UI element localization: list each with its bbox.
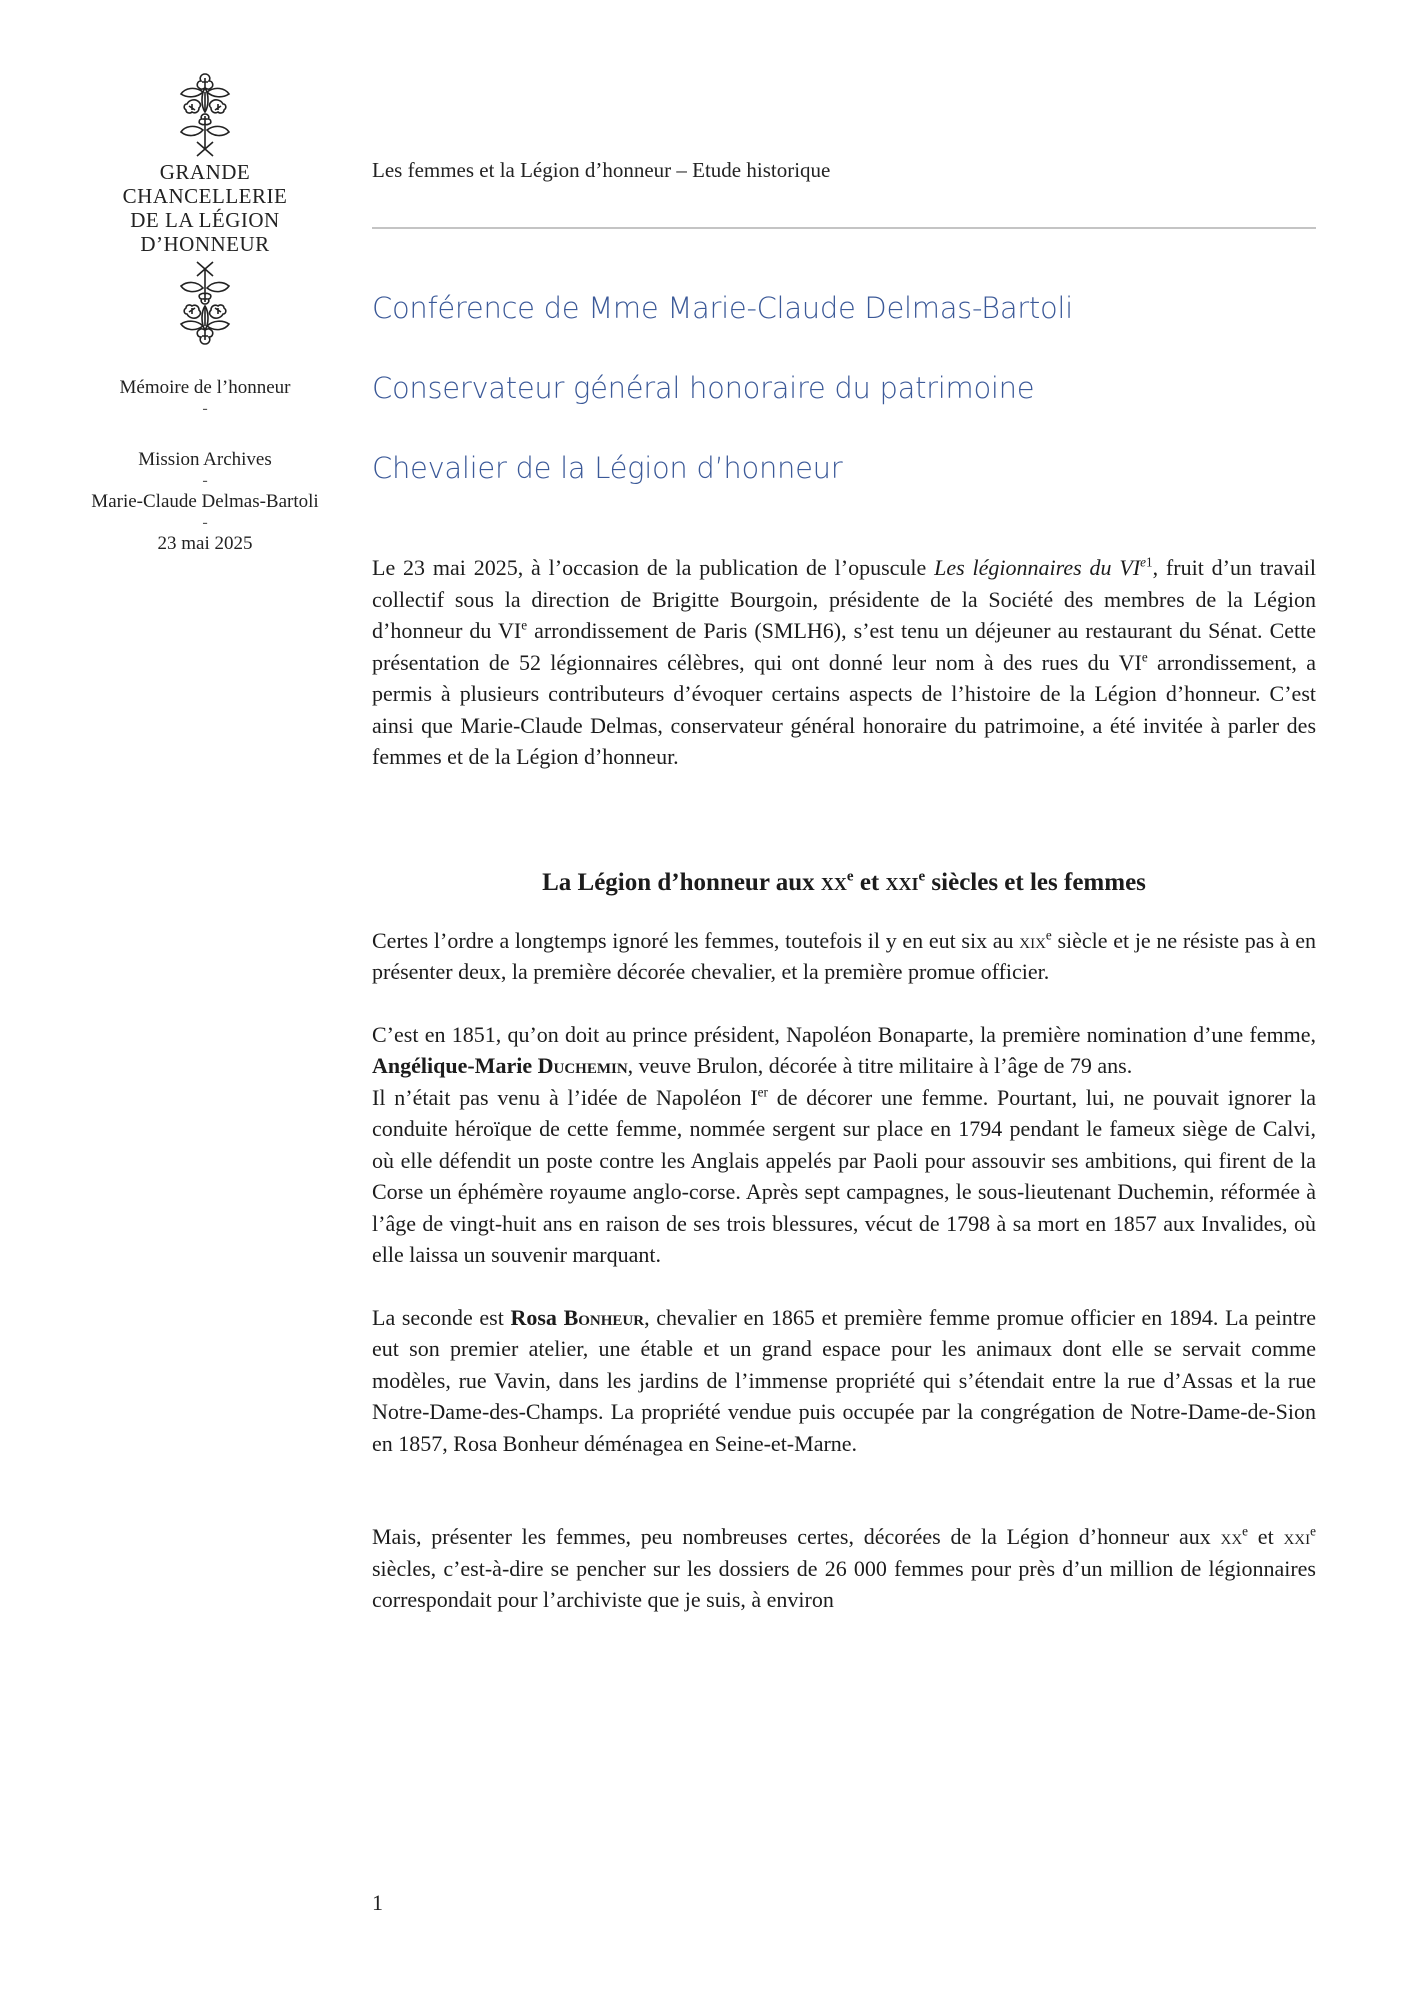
header-divider [372,227,1316,229]
running-header: Les femmes et la Légion d’honneur – Etude historique [372,158,831,182]
page-number: 1 [372,1890,383,1915]
person-name: Rosa Bonheur [510,1304,645,1330]
section-heading: La Légion d’honneur aux $xx^e$ et xxi$^e$ siècles et les femmes [542,868,1146,896]
department-label: Mémoire de l’honneur [119,377,291,398]
document-body [372,552,1316,1616]
author-name: Marie-Claude Delmas-Bartoli [91,491,319,512]
mission-label: Mission Archives [138,449,272,470]
speaker-position: Conservateur général honoraire du patrimoine [372,371,1035,405]
laurel-emblem-top-icon [177,72,233,158]
footnote-marker[interactable]: 1 [1146,554,1153,570]
body-paragraph: Mais, présenter les femmes, peu nombreuses certes, décorées de la Légion d’honneur aux $xx^e$ et xxi$^e$ siècles, c’est-à-dire se pencher sur les dossiers de 26 000 femmes pour près d’un million de légionnaires correspondait pour l’archiviste que je suis, à environ [372,1523,1316,1612]
body-paragraph: C’est en 1851, qu’on doit au prince président, Napoléon Bonaparte, la première nomination d’une femme, Angélique-Marie Duchemin, veuve Brulon, décorée à titre militaire à l’âge de 79 ans. [372,1021,1316,1078]
person-name: Angélique-Marie Duchemin [372,1053,628,1078]
separator: - [202,400,208,417]
book-title: Les légionnaires du VIe [934,554,1146,580]
title-block [372,286,1073,526]
institution-logo [60,72,350,346]
body-paragraph: La seconde est Rosa Bonheur, chevalier en 1865 et première femme promue officier en 1894. La peintre eut son premier atelier, une étable et un grand espace pour les animaux dont elle se servait comme modèles, rue Vavin, dans les jardins de l’immense propriété qui s’étendait entre la rue d’Assas et la rue Notre-Dame-des-Champs. La propriété vendue puis occupée par la congrégation de Notre-Dame-de-Sion en 1857, Rosa Bonheur déménagea en Seine-et-Marne. [372,1304,1316,1456]
intro-paragraph: Le 23 mai 2025, à l’occasion de la publication de l’opuscule Les légionnaires du $VI^{e1}$, fruit d’un travail collectif sous la direction de Brigitte Bourgoin, présidente de la Société des membres de la Légion d’honneur du VIe arrondissement de Paris (SMLH6), s’est tenu un déjeuner au restaurant du Sénat. Cette présentation de 52 légionnaires célèbres, qui ont donné leur nom à des rues du VIe arrondissement, a permis à plusieurs contributeurs d’évoquer certains aspects de l’histoire de la Légion d’honneur. C’est ainsi que Marie-Claude Delmas, conservateur général honoraire du patrimoine, a été invitée à parler des femmes et de la Légion d’honneur. [372,554,1317,769]
speaker-distinction: Chevalier de la Légion d’honneur [372,451,843,485]
sidebar [60,72,350,556]
document-meta [60,376,350,556]
body-paragraph: Certes l’ordre a longtemps ignoré les femmes, toutefois il y en eut six au xix$^e$ siècle et je ne résiste pas à en présenter deux, la première décorée chevalier, et la première promue officier. [372,927,1316,984]
institution-name: GRANDE CHANCELLERIE DE LA LÉGION D’HONNEUR [122,160,288,256]
laurel-emblem-bottom-icon [177,260,233,346]
separator: - [202,472,208,489]
conference-title: Conférence de Mme Marie-Claude Delmas-Bartoli [372,291,1073,325]
body-paragraph: Il n’était pas venu à l’idée de Napoléon Ier de décorer une femme. Pourtant, lui, ne pouvait ignorer la conduite héroïque de cette femme, nommée sergent sur place en 1794 pendant le fameux siège de Calvi, où elle défendit un poste contre les Anglais appelés par Paoli pour assouvir ses ambitions, qui firent de la Corse un éphémère royaume anglo-corse. Après sept campagnes, le sous-lieutenant Duchemin, réformée à l’âge de vingt-huit ans en raison de ses trois blessures, vécut de 1798 à sa mort en 1857 aux Invalides, où elle laissa un souvenir marquant. [372,1084,1317,1267]
document-date: 23 mai 2025 [157,533,253,554]
separator: - [202,514,208,531]
